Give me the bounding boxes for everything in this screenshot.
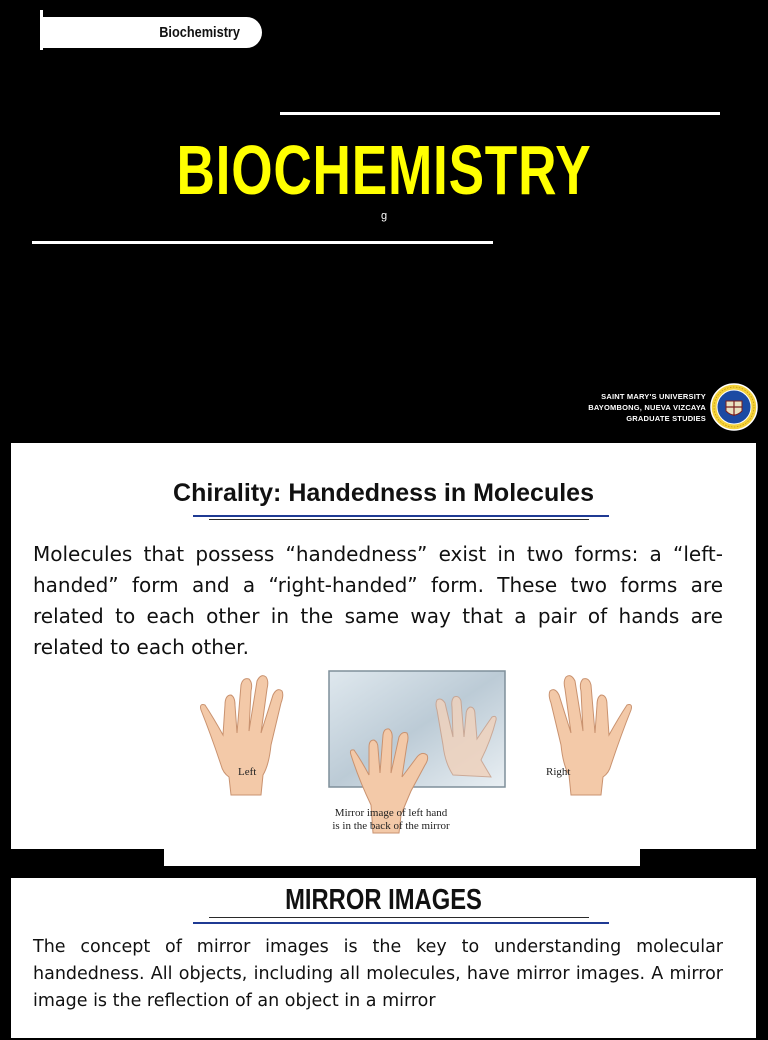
- title-rule-bottom: [32, 241, 493, 244]
- mirror-images-title: MIRROR IMAGES: [285, 884, 482, 916]
- section-tab: [42, 17, 262, 48]
- chirality-slide: [0, 433, 768, 863]
- university-department: GRADUATE STUDIES: [626, 414, 706, 423]
- mirror-images-body: The concept of mirror images is the key to understanding molecular handedness. All objects, including all molecules, have mirror images. A mirror image is the reflection of an object in a mirror: [33, 937, 723, 1011]
- chirality-card: [9, 441, 758, 851]
- title-underline: [193, 922, 609, 924]
- card-bottom-gap: [164, 846, 640, 866]
- chirality-body: Molecules that possess “handedness” exist in two forms: a “left-handed” form and a “right-handed” form. These two forms are related to each other in the same way that a pair of hands are related to each other.: [33, 542, 723, 659]
- mirror-caption-line1: Mirror image of left hand: [334, 807, 448, 819]
- university-location: BAYOMBONG, NUEVA VIZCAYA: [588, 403, 706, 412]
- title-underline: [193, 515, 609, 517]
- mirror-caption-line2: is in the back of the mirror: [332, 820, 450, 832]
- title-rule-top: [280, 112, 720, 115]
- mirror-images-card: [9, 876, 758, 1040]
- left-hand-label: Left: [238, 766, 257, 778]
- university-info: [588, 391, 706, 424]
- slide-subtitle: g: [380, 210, 388, 222]
- section-tab-label: Biochemistry: [159, 24, 240, 41]
- university-name: SAINT MARY'S UNIVERSITY: [601, 392, 706, 401]
- mirror-images-slide: [0, 866, 768, 1024]
- title-underline-secondary: [209, 519, 589, 520]
- title-slide: [0, 0, 768, 433]
- right-hand-label: Right: [546, 766, 571, 778]
- slide-title: BIOCHEMISTRY: [176, 131, 592, 209]
- university-seal-icon: [710, 383, 758, 431]
- chirality-title: Chirality: Handedness in Molecules: [173, 479, 594, 507]
- title-underline-secondary: [209, 917, 589, 918]
